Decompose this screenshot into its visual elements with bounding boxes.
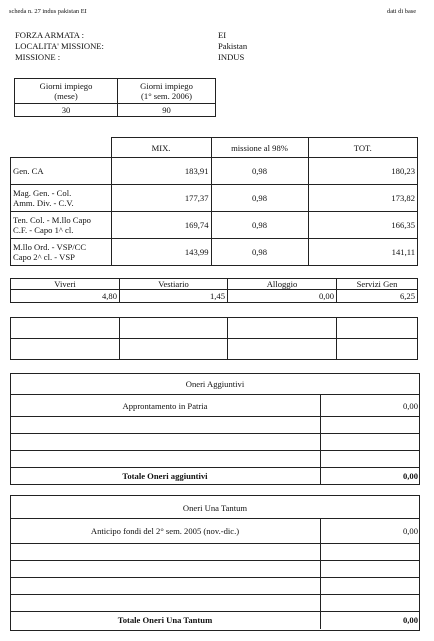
forza-armata-value: EI xyxy=(218,30,227,40)
tot-header: TOT. xyxy=(308,138,418,158)
localita-missione-label: LOCALITA' MISSIONE: xyxy=(15,41,104,51)
viveri-value: 4,80 xyxy=(11,290,120,303)
rate-row xyxy=(11,185,418,212)
giorni-impiego-table xyxy=(14,78,216,117)
rank-label: Mag. Gen. - Col. Amm. Div. - C.V. xyxy=(11,185,112,212)
missione-label: MISSIONE : xyxy=(15,52,61,62)
tot-value: 173,82 xyxy=(308,185,418,212)
tot-value: 141,11 xyxy=(308,239,418,266)
pct-value: 0,98 xyxy=(211,158,308,185)
mix-value: 169,74 xyxy=(111,212,211,239)
giorni-mese-value: 30 xyxy=(15,104,118,117)
missione-value: INDUS xyxy=(218,52,245,62)
servizi-gen-value: 6,25 xyxy=(337,290,418,303)
giorni-semestre-header: Giorni impiego (1° sem. 2006) xyxy=(118,79,216,104)
tot-value: 166,35 xyxy=(308,212,418,239)
rank-label: Ten. Col. - M.llo Capo C.F. - Capo 1^ cl. xyxy=(11,212,112,239)
alloggio-value: 0,00 xyxy=(228,290,337,303)
tot-value: 180,23 xyxy=(308,158,418,185)
empty-grid-table xyxy=(10,317,418,360)
oneri-aggiuntivi-table xyxy=(10,394,420,485)
vestiario-header: Vestiario xyxy=(120,279,228,290)
forza-armata-label: FORZA ARMATA : xyxy=(15,30,85,40)
approntamento-label: Approntamento in Patria xyxy=(10,395,321,417)
servizi-gen-header: Servizi Gen xyxy=(337,279,418,290)
rate-row xyxy=(11,239,418,266)
costs-table xyxy=(10,278,418,303)
dati-di-base-label: dati di base xyxy=(387,8,417,15)
oneri-aggiuntivi-title: Oneri Aggiuntivi xyxy=(185,379,245,389)
pct-value: 0,98 xyxy=(211,239,308,266)
mix-value: 177,37 xyxy=(111,185,211,212)
missione-98-header: missione al 98% xyxy=(211,138,308,158)
anticipo-fondi-value: 0,00 xyxy=(321,519,421,544)
pct-value: 0,98 xyxy=(211,212,308,239)
giorni-semestre-value: 90 xyxy=(118,104,216,117)
rank-label: Gen. CA xyxy=(11,158,112,185)
mix-value: 183,91 xyxy=(111,158,211,185)
rates-table xyxy=(10,137,418,266)
anticipo-fondi-label: Anticipo fondi del 2° sem. 2005 (nov.-dic.) xyxy=(10,519,321,544)
totale-una-tantum-label: Totale Oneri Una Tantum xyxy=(10,612,321,629)
mix-header: MIX. xyxy=(111,138,211,158)
totale-aggiuntivi-value: 0,00 xyxy=(321,468,421,485)
vestiario-value: 1,45 xyxy=(120,290,228,303)
mix-value: 143,99 xyxy=(111,239,211,266)
rank-label: M.llo Ord. - VSP/CC Capo 2^ cl. - VSP xyxy=(11,239,112,266)
oneri-una-tantum-table xyxy=(10,518,420,629)
oneri-una-tantum-title: Oneri Una Tantum xyxy=(182,503,248,513)
rate-row xyxy=(11,158,418,185)
scheda-label: scheda n. 27 indus pakistan EI xyxy=(9,8,87,15)
alloggio-header: Alloggio xyxy=(228,279,337,290)
rate-row xyxy=(11,212,418,239)
localita-missione-value: Pakistan xyxy=(218,41,248,51)
totale-una-tantum-value: 0,00 xyxy=(321,612,421,629)
giorni-mese-header: Giorni impiego (mese) xyxy=(15,79,118,104)
approntamento-value: 0,00 xyxy=(321,395,421,417)
pct-value: 0,98 xyxy=(211,185,308,212)
viveri-header: Viveri xyxy=(11,279,120,290)
totale-aggiuntivi-label: Totale Oneri aggiuntivi xyxy=(10,468,321,485)
